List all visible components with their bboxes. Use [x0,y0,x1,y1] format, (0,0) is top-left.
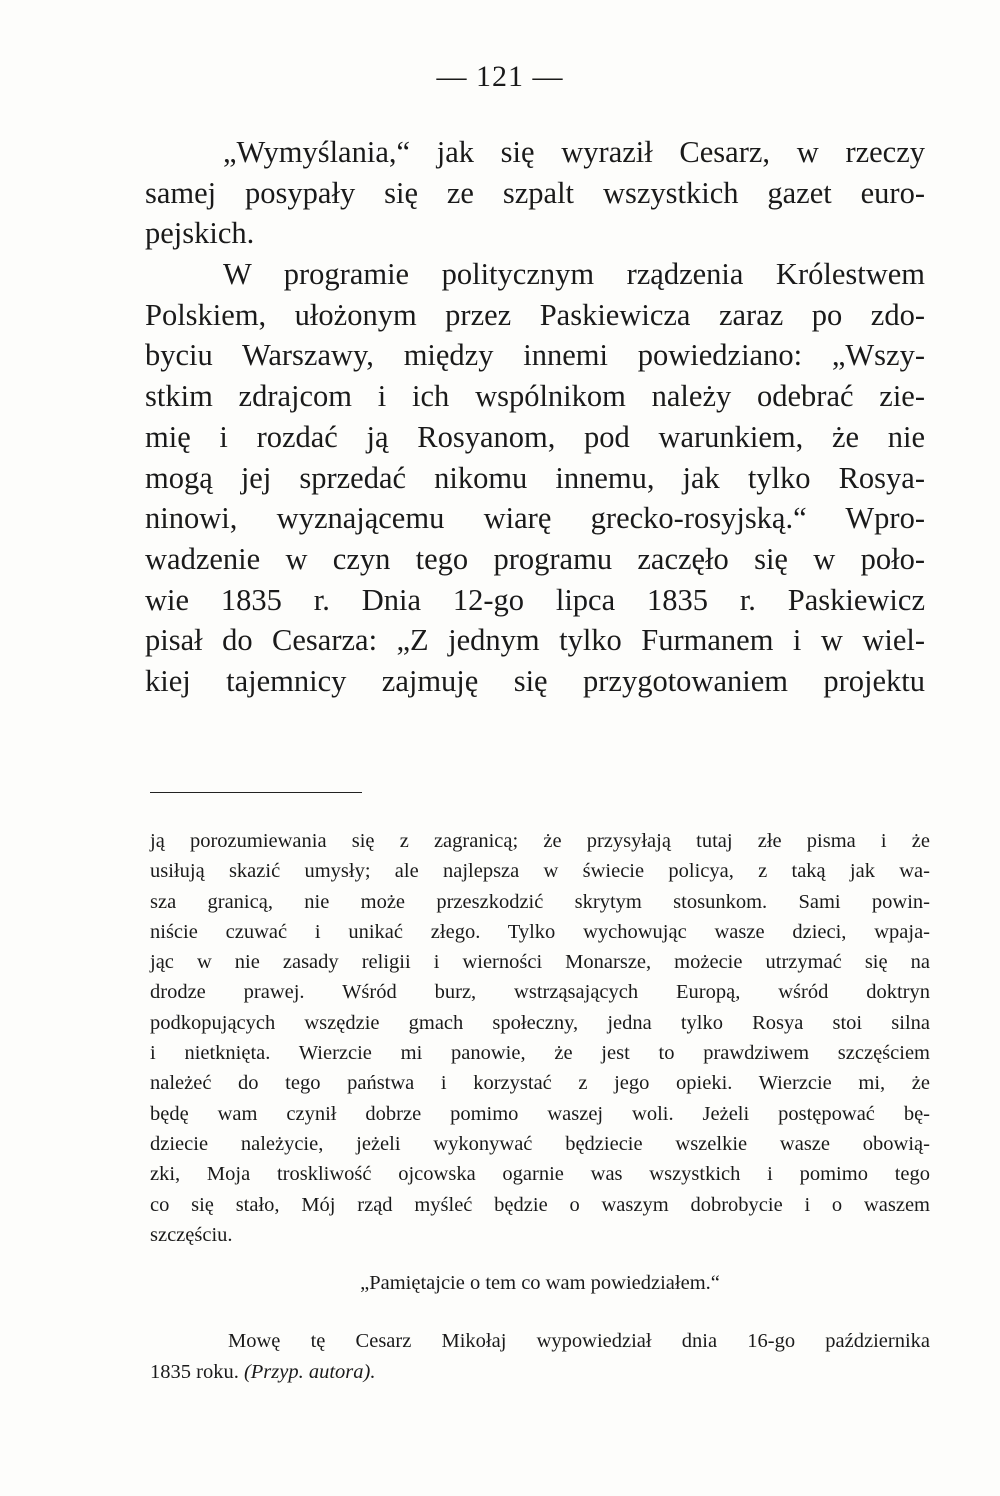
text-line: samej posypały się ze szpalt wszystkich gazet euro- [145,175,925,210]
text-line: kiej tajemnicy zajmuję się przygotowaniem projektu [145,663,925,698]
text-line: wie 1835 r. Dnia 12-go lipca 1835 r. Paskiewicz [145,582,925,617]
footnote-line: usiłują skazić umysły; ale najlepsza w świecie policya, z taką jak wa- [150,860,930,883]
footnote-line: zki, Moja troskliwość ojcowska ogarnie was wszystkich i pomimo tego [150,1163,930,1186]
page-number: — 121 — [436,60,564,93]
paragraph-1 [145,132,925,254]
author-note [150,1326,930,1388]
footnote-line: szczęściu. [150,1223,233,1246]
text-line: wadzenie w czyn tego programu zaczęło się w poło- [145,541,925,576]
footnote-paragraph [150,826,930,1250]
footnote-line: ją porozumiewania się z zagranicą; że przysyłają tutaj złe pisma i że [150,830,930,852]
text-line: byciu Warszawy, między innemi powiedziano: „Wszy- [145,338,925,373]
footnote-line: niście czuwać i unikać złego. Tylko wychowując wasze dzieci, wpaja- [150,920,930,943]
footnote-divider [150,792,362,793]
footnote-line: i nietknięta. Wierzcie mi panowie, że jest to prawdziwem szczęściem [150,1042,930,1065]
footnote-line: co się stało, Mój rząd myśleć będzie o waszym dobrobycie i o waszem [150,1193,930,1216]
text-line: ninowi, wyznającemu wiarę grecko-rosyjską.“ Wpro- [145,501,925,536]
text-line: pisał do Cesarza: „Z jednym tylko Furmanem i w wiel- [145,623,925,658]
author-note-date: 1835 roku. [150,1361,244,1383]
text-line: W programie politycznym rządzenia Królestwem [223,257,925,292]
author-attribution: (Przyp. autora). [243,1361,376,1383]
footnote-line: podkopujących wszędzie gmach społeczny, jedna tylko Rosya stoi silna [150,1011,930,1034]
text-line: mogą jej sprzedać nikomu innemu, jak tylko Rosya- [145,460,925,495]
author-note-line [150,1357,930,1388]
main-text [145,132,925,702]
footnote-line: drodze prawej. Wśród burz, wstrząsających Europą, wśród doktryn [150,981,930,1004]
footnote-line: będę wam czynił dobrze pomimo waszej woli. Jeżeli postępować bę- [150,1102,930,1125]
footnote [150,826,930,1250]
text-line: stkim zdrajcom i ich wspólnikom należy odebrać zie- [145,379,925,414]
author-note-line: Mowę tę Cesarz Mikołaj wypowiedział dnia 16-go października [228,1330,930,1352]
text-line: mię i rozdać ją Rosyanom, pod warunkiem, że nie [145,419,925,454]
text-line: „Wymyślania,“ jak się wyraził Cesarz, w rzeczy [223,135,925,169]
paragraph-2 [145,254,925,702]
footnote-line: sza granicą, nie może przeszkodzić skrytym stosunkom. Sami powin- [150,890,930,913]
text-line: Polskiem, ułożonym przez Paskiewicza zaraz po zdo- [145,297,925,332]
footnote-closing-quote: „Pamiętajcie o tem co wam powiedziałem.“ [360,1272,720,1294]
footnote-line: należeć do tego państwa i korzystać z jego opieki. Wierzcie mi, że [150,1072,930,1095]
footnote-line: dziecie należycie, jeżeli wykonywać będziecie wszelkie wasze obowią- [150,1132,930,1155]
footnote-line: jąc w nie zasady religii i wierności Monarsze, możecie utrzymać się na [150,951,930,974]
text-line: pejskich. [145,216,255,251]
